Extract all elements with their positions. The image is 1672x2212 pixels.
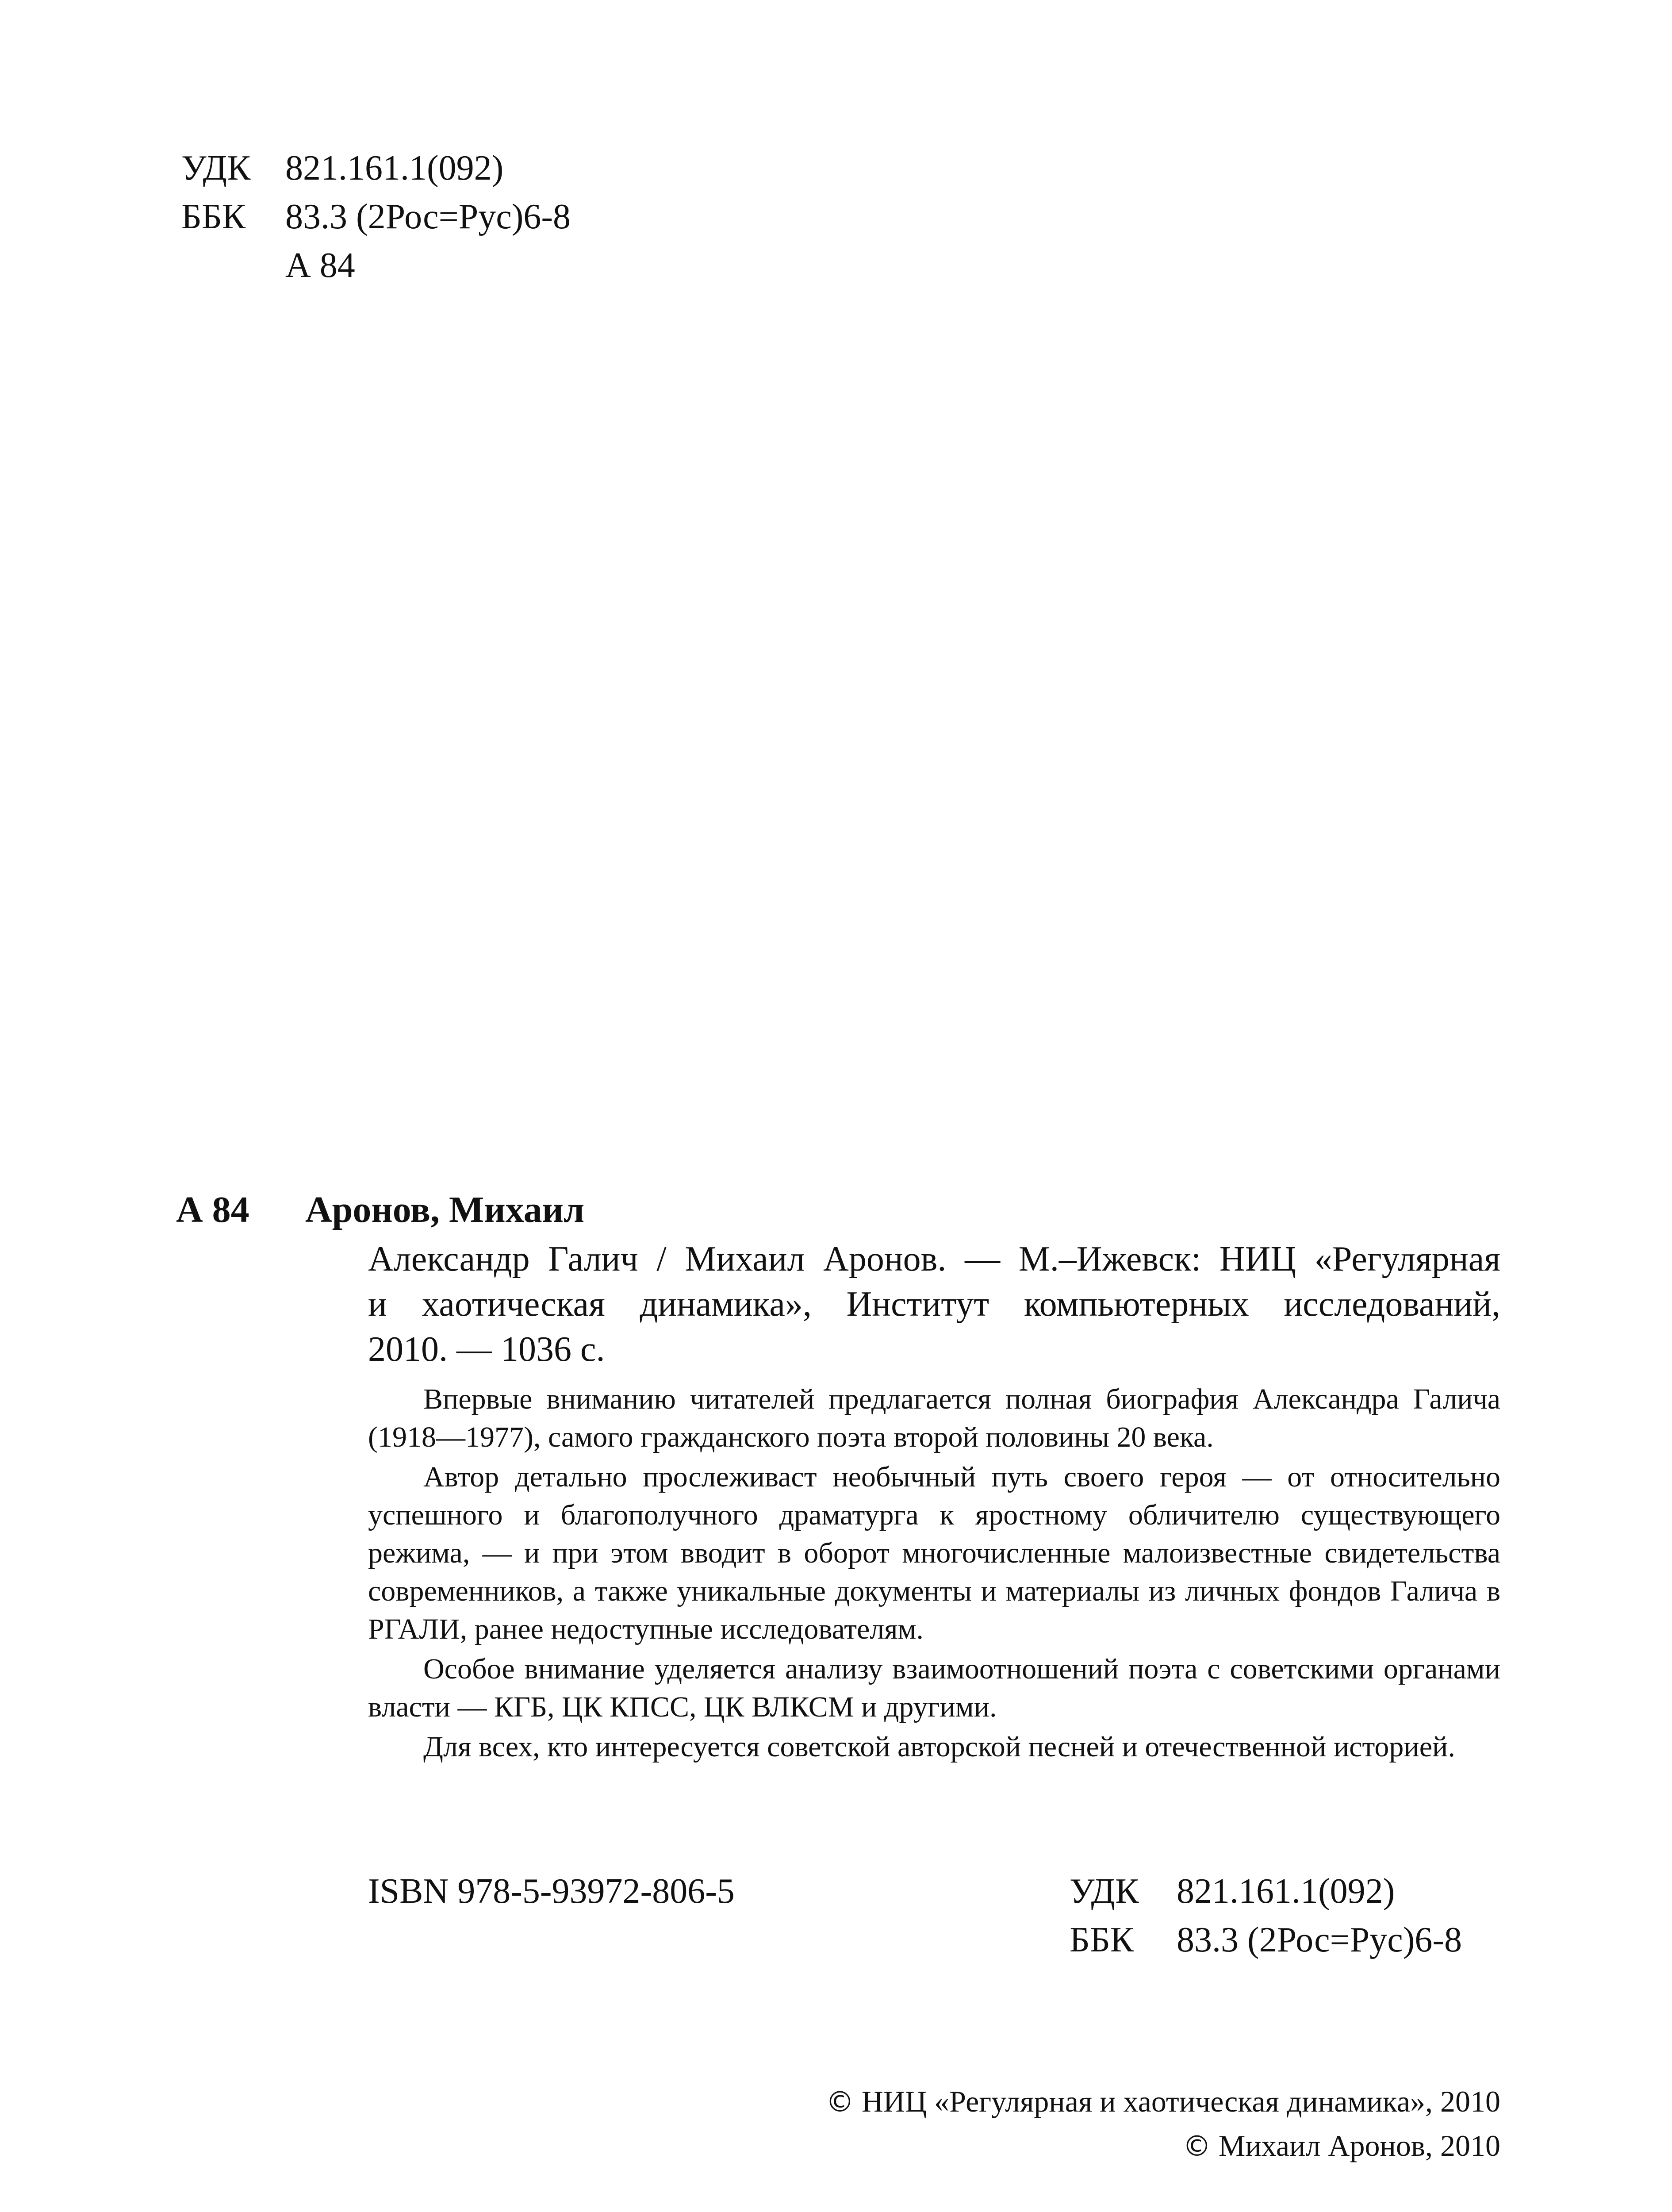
citation-line: Александр Галич / Михаил Аронов. — М.–Ижевск: НИЦ «Регулярная <box>368 1240 1500 1279</box>
bottom-bbk-value: 83.3 (2Рос=Рус)6-8 <box>1177 1920 1462 1959</box>
annotation <box>368 1380 1500 1768</box>
annotation-paragraph: Впервые вниманию читателей предлагается полная биография Александра Галича (1918—1977), самого гражданского поэта второй половины 20 века. <box>368 1383 1500 1453</box>
copyright-sign: © <box>825 2086 854 2119</box>
citation <box>368 1237 1500 1372</box>
copyright-publisher <box>826 2081 1500 2122</box>
bottom-udk-label: УДК <box>1070 1872 1139 1911</box>
top-udk-label: УДК <box>181 149 251 188</box>
bottom-bbk-label: ББК <box>1070 1920 1134 1959</box>
copyright-sign: © <box>1182 2130 1211 2163</box>
copyright-author <box>1183 2126 1500 2166</box>
citation-line: 2010. — 1036 с. <box>368 1330 605 1369</box>
top-bbk-value: 83.3 (2Рос=Рус)6-8 <box>285 197 571 236</box>
top-bbk-label: ББК <box>181 197 246 236</box>
citation-line: и хаотическая динамика», Институт компьютерных исследований, <box>368 1285 1500 1324</box>
copyright-publisher-text: НИЦ «Регулярная и хаотическая динамика», 2010 <box>861 2085 1500 2118</box>
top-author-mark: А 84 <box>285 246 355 285</box>
top-udk-value: 821.161.1(092) <box>285 149 504 188</box>
annotation-paragraph: Автор детально прослеживаст необычный путь своего героя — от относительно успешного и благополучного драматурга к яростному обличителю существующего режима, — и при этом вводит в оборот многочисленные малоизвестные свидетельства современников, а также уникальные документы и материалы из личных фондов Галича в РГАЛИ, ранее недоступные исследователям. <box>368 1461 1500 1645</box>
isbn: ISBN 978-5-93972-806-5 <box>368 1872 735 1911</box>
bottom-udk-value: 821.161.1(092) <box>1177 1872 1395 1911</box>
entry-author: Аронов, Михаил <box>305 1189 585 1230</box>
entry-author-mark: А 84 <box>176 1189 249 1230</box>
annotation-paragraph: Для всех, кто интересуется советской авторской песней и отечественной историей. <box>423 1731 1455 1763</box>
annotation-paragraph: Особое внимание уделяется анализу взаимоотношений поэта с советскими органами власти — КГБ, ЦК КПСС, ЦК ВЛКСМ и другими. <box>368 1653 1500 1723</box>
copyright-author-text: Михаил Аронов, 2010 <box>1218 2129 1500 2162</box>
